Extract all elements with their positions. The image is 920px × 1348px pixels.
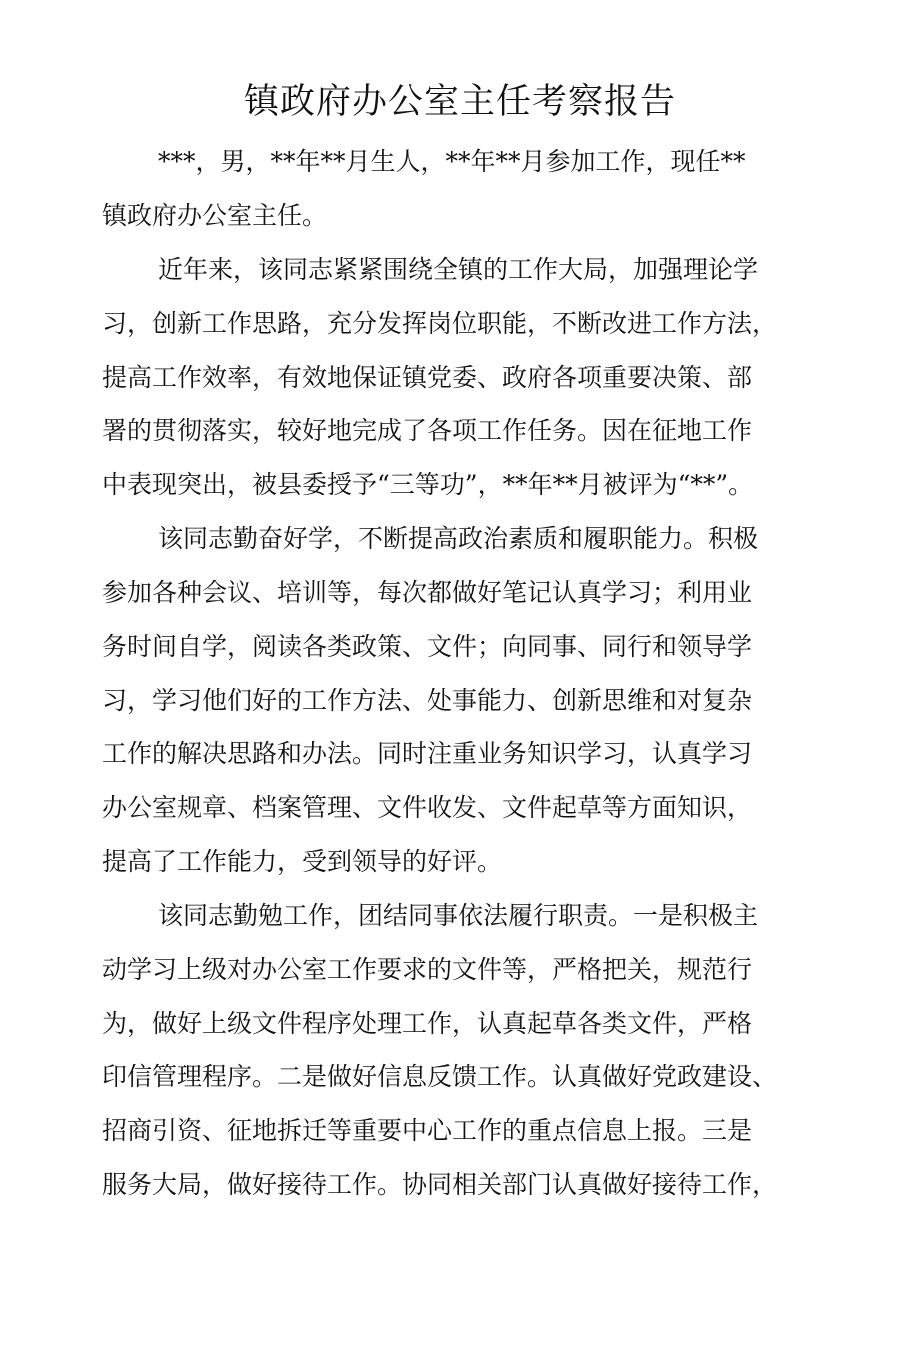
body-line: 镇政府办公室主任。 <box>102 201 328 230</box>
body-line: 办公室规章、档案管理、文件收发、文件起草等方面知识， <box>102 793 753 822</box>
body-line: 招商引资、征地拆迁等重要中心工作的重点信息上报。三是 <box>102 1116 753 1145</box>
body-line: 中表现突出，被县委授予“三等功”，**年**月被评为“**”。 <box>102 470 754 499</box>
body-line: 工作的解决思路和办法。同时注重业务知识学习，认真学习 <box>102 739 753 768</box>
body-line: 该同志勤奋好学，不断提高政治素质和履职能力。积极 <box>158 524 759 553</box>
body-line: 该同志勤勉工作，团结同事依法履行职责。一是积极主 <box>158 901 759 930</box>
body-line: 习，创新工作思路，充分发挥岗位职能，不断改进工作方法， <box>102 309 778 338</box>
body-line: 提高了工作能力，受到领导的好评。 <box>102 847 503 876</box>
body-line: 印信管理程序。二是做好信息反馈工作。认真做好党政建设、 <box>102 1062 778 1091</box>
body-line: 署的贯彻落实，较好地完成了各项工作任务。因在征地工作 <box>102 416 753 445</box>
body-line: 务时间自学，阅读各类政策、文件；向同事、同行和领导学 <box>102 632 753 661</box>
body-line: 为，做好上级文件程序处理工作，认真起草各类文件，严格 <box>102 1009 753 1038</box>
body-line: 提高工作效率，有效地保证镇党委、政府各项重要决策、部 <box>102 363 753 392</box>
document-title: 镇政府办公室主任考察报告 <box>243 82 676 122</box>
body-line: 参加各种会议、培训等，每次都做好笔记认真学习；利用业 <box>102 578 753 607</box>
body-line: 服务大局，做好接待工作。协同相关部门认真做好接待工作， <box>102 1170 778 1199</box>
body-line: 近年来，该同志紧紧围绕全镇的工作大局，加强理论学 <box>158 255 759 284</box>
body-line: 习，学习他们好的工作方法、处事能力、创新思维和对复杂 <box>102 686 753 715</box>
body-line: ***，男，**年**月生人，**年**月参加工作，现任** <box>158 147 746 176</box>
body-line: 动学习上级对办公室工作要求的文件等，严格把关，规范行 <box>102 955 753 984</box>
